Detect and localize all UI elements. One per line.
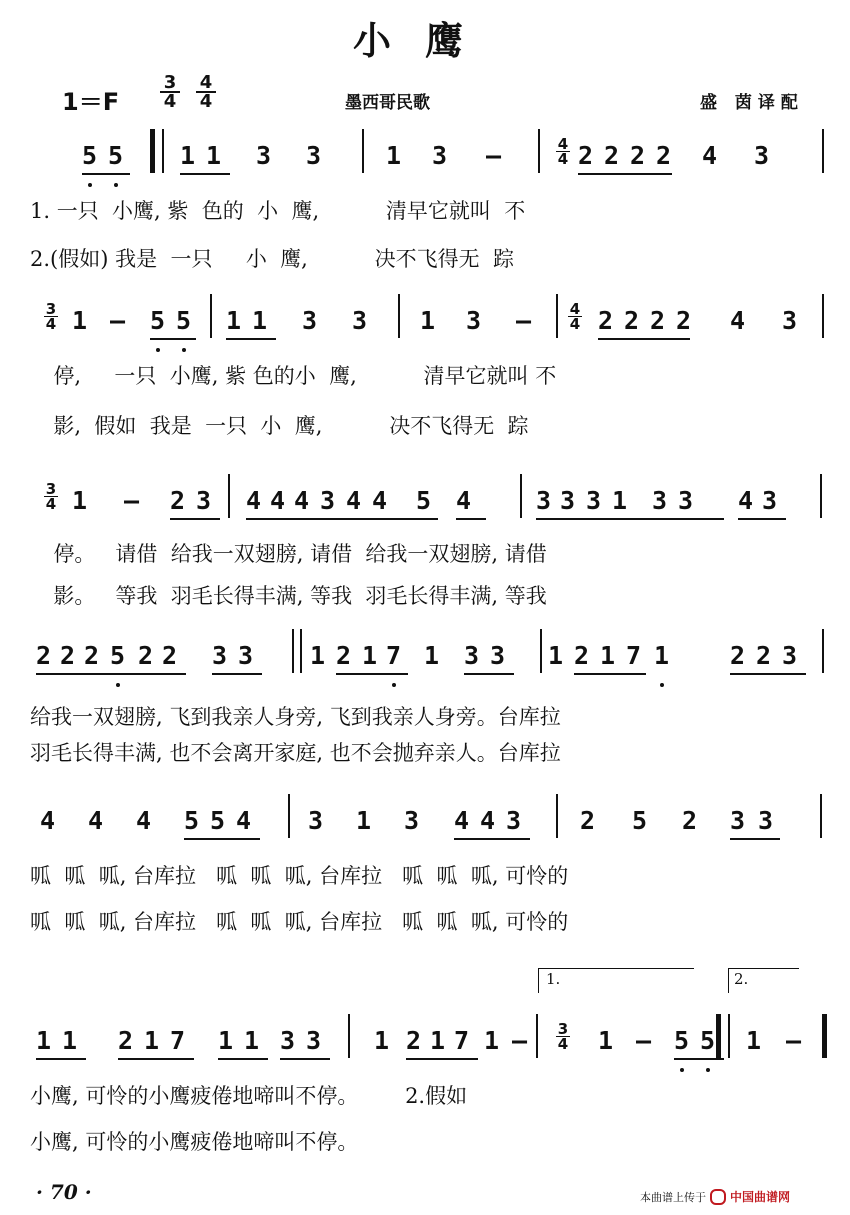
note: 4 [372, 486, 388, 515]
barline [398, 294, 400, 338]
barline [300, 629, 302, 673]
octave-dot [182, 348, 186, 352]
note: 3 [404, 806, 420, 835]
barline [728, 1014, 730, 1058]
inline-meter: 4 4 [569, 300, 581, 333]
note: – [124, 486, 140, 515]
note: 2 [118, 1026, 134, 1055]
note: 3 [306, 1026, 322, 1055]
note: 3 [490, 641, 506, 670]
beam-underline [738, 518, 786, 520]
note: – [512, 1026, 528, 1055]
note: 3 [560, 486, 576, 515]
note: 3 [730, 806, 746, 835]
note: 5 [416, 486, 432, 515]
volta-2-label: 2. [734, 970, 749, 988]
lyric-line: 2.(假如) 我是 一只 小 鹰, 决不飞得无 踪 [30, 247, 514, 271]
note: 1 [244, 1026, 260, 1055]
barline [540, 629, 542, 673]
note: 3 [678, 486, 694, 515]
arranger-credit: 盛 茵译配 [700, 93, 804, 113]
note: 1 [746, 1026, 762, 1055]
barline [162, 129, 164, 173]
note: 3 [464, 641, 480, 670]
beam-underline [536, 518, 724, 520]
note: 5 [108, 141, 124, 170]
beam-underline [82, 173, 130, 175]
beam-underline [598, 338, 690, 340]
barline [822, 294, 824, 338]
note: 3 [238, 641, 254, 670]
lyric-line: 小鹰, 可怜的小鹰疲倦地啼叫不停。 [30, 1130, 359, 1154]
octave-dot [116, 683, 120, 687]
note: 2 [84, 641, 100, 670]
barline [228, 474, 230, 518]
note: 4 [454, 806, 470, 835]
note: 1 [420, 306, 436, 335]
note: 3 [256, 141, 272, 170]
barline [716, 1014, 721, 1058]
note: – [786, 1026, 802, 1055]
barline [820, 474, 822, 518]
meter-numerator: 4 [196, 74, 216, 93]
lyric-line: 影。 等我 羽毛长得丰满, 等我 羽毛长得丰满, 等我 [40, 584, 547, 608]
site-logo-icon [710, 1189, 726, 1205]
lyric-line: 给我一双翅膀, 飞到我亲人身旁, 飞到我亲人身旁。台库拉 [30, 705, 561, 729]
meter-numerator: 3 [160, 74, 180, 93]
lyric-line: 1. 一只 小鹰, 紫 色的 小 鹰, 清早它就叫 不 [30, 199, 526, 223]
note: 5 [110, 641, 126, 670]
note: 5 [176, 306, 192, 335]
beam-underline [336, 673, 408, 675]
note: 1 [430, 1026, 446, 1055]
beam-underline [574, 673, 646, 675]
note: 1 [612, 486, 628, 515]
lyric-line: 停。 请借 给我一双翅膀, 请借 给我一双翅膀, 请借 [40, 542, 547, 566]
note: 2 [598, 306, 614, 335]
note: 4 [730, 306, 746, 335]
note: 1 [548, 641, 564, 670]
barline [822, 629, 824, 673]
note: 1 [362, 641, 378, 670]
note: 4 [236, 806, 252, 835]
note: 3 [212, 641, 228, 670]
note: 1 [252, 306, 268, 335]
beam-underline [730, 673, 806, 675]
octave-dot [680, 1068, 684, 1072]
note: 1 [180, 141, 196, 170]
note: 4 [480, 806, 496, 835]
beam-underline [674, 1058, 724, 1060]
note: 4 [40, 806, 56, 835]
note: 4 [738, 486, 754, 515]
note: 4 [346, 486, 362, 515]
note: 3 [782, 306, 798, 335]
beam-underline [454, 838, 530, 840]
note: 3 [754, 141, 770, 170]
barline [556, 294, 558, 338]
octave-dot [392, 683, 396, 687]
song-title: 小鹰 [352, 18, 497, 63]
note: 3 [586, 486, 602, 515]
note: 1 [36, 1026, 52, 1055]
beam-underline [456, 518, 486, 520]
note: 1 [226, 306, 242, 335]
note: 4 [136, 806, 152, 835]
beam-underline [184, 838, 260, 840]
note: 2 [336, 641, 352, 670]
beam-underline [280, 1058, 330, 1060]
upload-prefix: 本曲谱上传于 [640, 1190, 706, 1204]
note: 5 [700, 1026, 716, 1055]
lyric-line: 羽毛长得丰满, 也不会离开家庭, 也不会抛弃亲人。台库拉 [30, 741, 561, 765]
note: 4 [294, 486, 310, 515]
note: 3 [308, 806, 324, 835]
beam-underline [118, 1058, 194, 1060]
octave-dot [660, 683, 664, 687]
barline [820, 794, 822, 838]
note: 2 [604, 141, 620, 170]
note: 2 [730, 641, 746, 670]
barline [822, 1014, 827, 1058]
barline [362, 129, 364, 173]
note: 2 [170, 486, 186, 515]
note: 1 [484, 1026, 500, 1055]
note: 2 [676, 306, 692, 335]
meter-denominator: 4 [199, 91, 213, 112]
note: 2 [138, 641, 154, 670]
beam-underline [218, 1058, 268, 1060]
meter-3-4 [160, 74, 180, 110]
lyric-line: 呱 呱 呱, 台库拉 呱 呱 呱, 台库拉 呱 呱 呱, 可怜的 [30, 910, 569, 934]
note: 3 [352, 306, 368, 335]
note: 5 [632, 806, 648, 835]
note: 3 [536, 486, 552, 515]
note: 1 [386, 141, 402, 170]
lyric-line: 呱 呱 呱, 台库拉 呱 呱 呱, 台库拉 呱 呱 呱, 可怜的 [30, 864, 569, 888]
note: 7 [386, 641, 402, 670]
volta-1-label: 1. [546, 970, 561, 988]
page-number: · 70 · [36, 1180, 92, 1204]
octave-dot [88, 183, 92, 187]
barline [288, 794, 290, 838]
note: 1 [144, 1026, 160, 1055]
barline [292, 629, 294, 673]
beam-underline [170, 518, 220, 520]
note: 2 [756, 641, 772, 670]
note: 5 [150, 306, 166, 335]
octave-dot [706, 1068, 710, 1072]
beam-underline [226, 338, 276, 340]
note: – [110, 306, 126, 335]
note: 3 [466, 306, 482, 335]
beam-underline [246, 518, 438, 520]
note: 4 [270, 486, 286, 515]
beam-underline [180, 173, 230, 175]
note: 4 [456, 486, 472, 515]
beam-underline [36, 1058, 86, 1060]
note: 4 [246, 486, 262, 515]
beam-underline [730, 838, 780, 840]
beam-underline [578, 173, 672, 175]
note: 5 [210, 806, 226, 835]
note: 1 [72, 486, 88, 515]
note: 2 [580, 806, 596, 835]
note: 1 [218, 1026, 234, 1055]
note: 3 [302, 306, 318, 335]
barline [822, 129, 824, 173]
note: 2 [630, 141, 646, 170]
note: 1 [62, 1026, 78, 1055]
note: 7 [454, 1026, 470, 1055]
note: 2 [650, 306, 666, 335]
note: 7 [170, 1026, 186, 1055]
octave-dot [114, 183, 118, 187]
note: 2 [624, 306, 640, 335]
barline [210, 294, 212, 338]
note: – [516, 306, 532, 335]
inline-meter: 4 4 [557, 135, 569, 168]
note: 3 [782, 641, 798, 670]
note: 3 [306, 141, 322, 170]
note: 5 [82, 141, 98, 170]
note: 3 [280, 1026, 296, 1055]
beam-underline [150, 338, 196, 340]
note: 1 [424, 641, 440, 670]
barline [556, 794, 558, 838]
note: 5 [674, 1026, 690, 1055]
lyric-line: 影, 假如 我是 一只 小 鹰, 决不飞得无 踪 [40, 414, 529, 438]
note: 3 [320, 486, 336, 515]
beam-underline [464, 673, 514, 675]
note: 4 [88, 806, 104, 835]
meter-4-4 [196, 74, 216, 110]
upload-credit [640, 1188, 790, 1205]
note: 1 [654, 641, 670, 670]
note: 3 [196, 486, 212, 515]
barline [348, 1014, 350, 1058]
barline [520, 474, 522, 518]
note: – [636, 1026, 652, 1055]
note: 4 [702, 141, 718, 170]
lyric-line: 停, 一只 小鹰, 紫 色的小 鹰, 清早它就叫 不 [40, 364, 557, 388]
note: 3 [432, 141, 448, 170]
note: 2 [574, 641, 590, 670]
meter-denominator: 4 [163, 91, 177, 112]
note: 1 [356, 806, 372, 835]
lyric-line: 小鹰, 可怜的小鹰疲倦地啼叫不停。 2.假如 [30, 1084, 468, 1108]
beam-underline [36, 673, 186, 675]
note: 1 [598, 1026, 614, 1055]
beam-underline [212, 673, 262, 675]
note: 2 [578, 141, 594, 170]
note: 2 [406, 1026, 422, 1055]
octave-dot [156, 348, 160, 352]
barline [536, 1014, 538, 1058]
note: – [486, 141, 502, 170]
inline-meter: 3 4 [557, 1020, 569, 1053]
key-signature: 1＝F [62, 88, 120, 116]
note: 3 [652, 486, 668, 515]
note: 7 [626, 641, 642, 670]
note: 1 [310, 641, 326, 670]
inline-meter: 3 4 [45, 300, 57, 333]
note: 1 [374, 1026, 390, 1055]
note: 2 [656, 141, 672, 170]
note: 5 [184, 806, 200, 835]
barline [150, 129, 155, 173]
barline [538, 129, 540, 173]
upload-brand: 中国曲谱网 [730, 1190, 791, 1204]
beam-underline [406, 1058, 478, 1060]
note: 3 [758, 806, 774, 835]
inline-meter: 3 4 [45, 480, 57, 513]
song-origin: 墨西哥民歌 [345, 93, 430, 113]
note: 2 [60, 641, 76, 670]
note: 1 [600, 641, 616, 670]
note: 2 [162, 641, 178, 670]
note: 2 [36, 641, 52, 670]
volta-1-bracket [538, 968, 694, 993]
note: 2 [682, 806, 698, 835]
note: 3 [762, 486, 778, 515]
note: 1 [206, 141, 222, 170]
note: 1 [72, 306, 88, 335]
note: 3 [506, 806, 522, 835]
